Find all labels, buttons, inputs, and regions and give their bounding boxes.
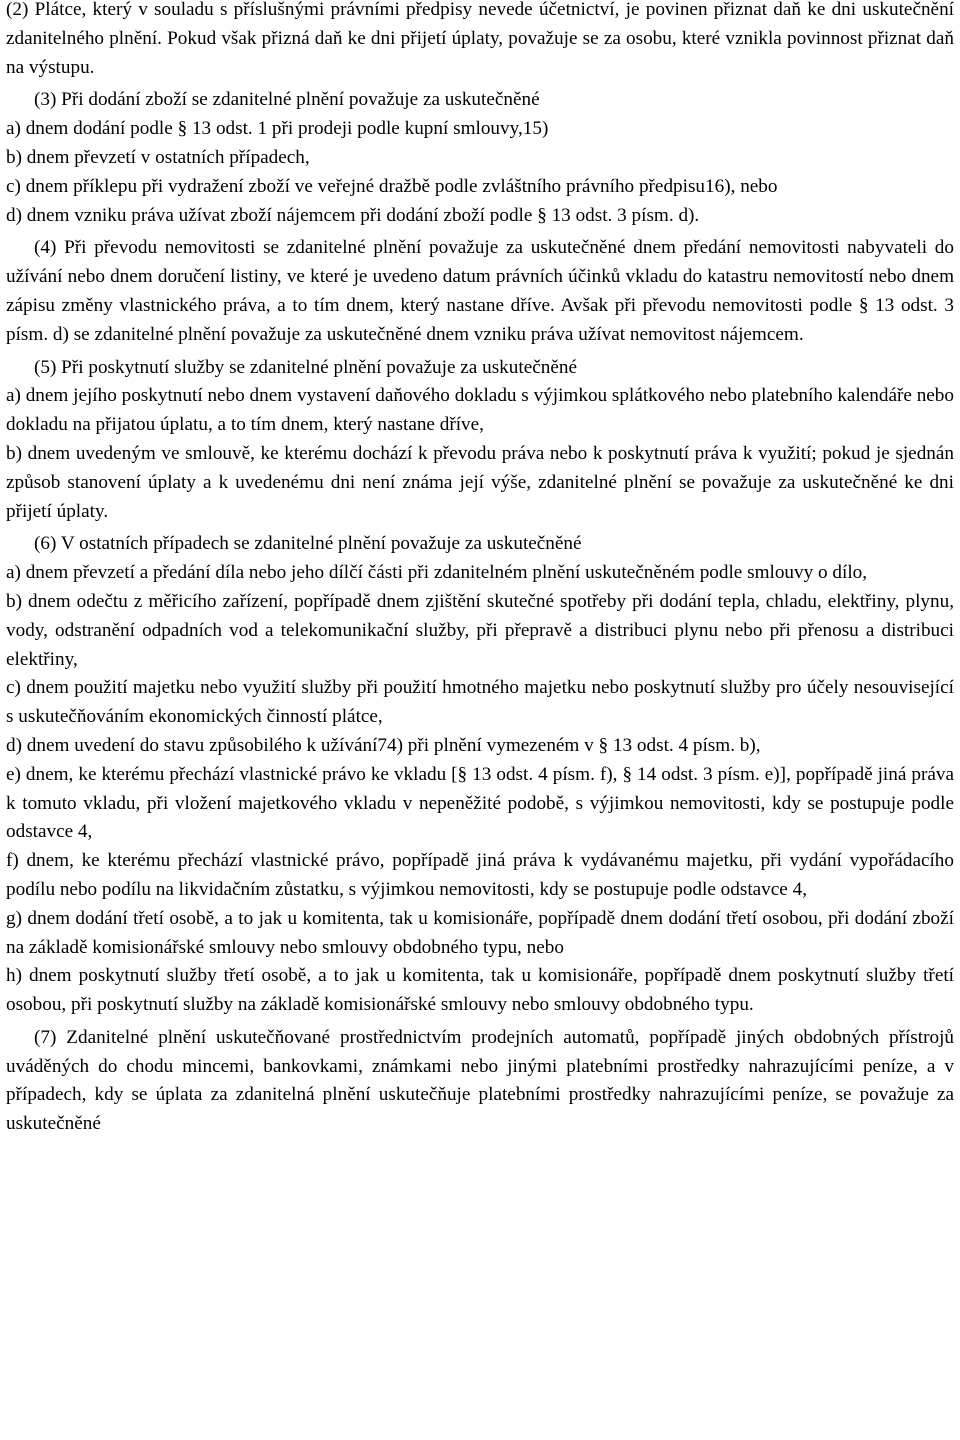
list-item-paragraph: a) dnem dodání podle § 13 odst. 1 při prodeji podle kupní smlouvy,15) (6, 118, 549, 140)
list-item-paragraph: c) dnem použití majetku nebo využití služby při použití hmotného majetku nebo poskytnutí služby pro účely nesouvisející s uskutečňováním ekonomických činností plátce, (6, 677, 954, 728)
section-paragraph: (5) Při poskytnutí služby se zdanitelné plnění považuje za uskutečněné (34, 356, 577, 378)
list-item-paragraph: (2) Plátce, který v souladu s příslušnými právními předpisy nevede účetnictví, je povinen přiznat daň ke dni uskutečnění zdanitelného plnění. Pokud však přizná daň ke dni přijetí úplaty, považuje se za osobu, které vznikla povinnost přiznat daň na výstupu. (6, 0, 954, 78)
list-item-paragraph: b) dnem odečtu z měřicího zařízení, popřípadě dnem zjištění skutečné spotřeby při dodání tepla, chladu, elektřiny, plynu, vody, odstranění odpadních vod a telekomunikační služby, při přepravě a distribuci plynu nebo při přenosu a distribuci elektřiny, (6, 590, 954, 670)
list-item-paragraph: b) dnem převzetí v ostatních případech, (6, 146, 310, 168)
section-paragraph: (7) Zdanitelné plnění uskutečňované prostřednictvím prodejních automatů, popřípadě jiných obdobných přístrojů uváděných do chodu mincemi, bankovkami, známkami nebo jinými platebními prostředky nahrazujícími peníze, a v případech, kdy se úplata za zdanitelná plnění uskutečňuje platebními prostředky nahrazujícími peníze, se považuje za uskutečněné (6, 1026, 954, 1135)
list-item-paragraph: h) dnem poskytnutí služby třetí osobě, a to jak u komitenta, tak u komisionáře, popřípadě dnem poskytnutí služby třetí osobou, při poskytnutí služby na základě komisionářské smlouvy nebo smlouvy obdobného typu. (6, 965, 954, 1016)
document-body (6, 0, 954, 1139)
list-item-paragraph: d) dnem uvedení do stavu způsobilého k užívání74) při plnění vymezeném v § 13 odst. 4 písm. b), (6, 734, 761, 756)
section-paragraph: (3) Při dodání zboží se zdanitelné plnění považuje za uskutečněné (34, 89, 540, 111)
list-item-paragraph: b) dnem uvedeným ve smlouvě, ke kterému dochází k převodu práva nebo k poskytnutí práva k využití; pokud je sjednán způsob stanovení úplaty a k uvedenému dni není známa její výše, zdanitelné plnění se považuje za uskutečněné ke dni přijetí úplaty. (6, 442, 954, 522)
list-item-paragraph: c) dnem příklepu při vydražení zboží ve veřejné dražbě podle zvláštního právního předpisu16), nebo (6, 175, 778, 197)
section-paragraph: (6) V ostatních případech se zdanitelné plnění považuje za uskutečněné (34, 533, 582, 555)
list-item-paragraph: a) dnem převzetí a předání díla nebo jeho dílčí části při zdanitelném plnění uskutečněném podle smlouvy o dílo, (6, 562, 868, 584)
section-paragraph: (4) Při převodu nemovitosti se zdanitelné plnění považuje za uskutečněné dnem předání nemovitosti nabyvateli do užívání nebo dnem doručení listiny, ve které je uvedeno datum právních účinků vkladu do katastru nemovitostí nebo dnem zápisu změny vlastnického práva, a to tím dnem, který nastane dříve. Avšak při převodu nemovitosti podle § 13 odst. 3 písm. d) se zdanitelné plnění považuje za uskutečněné dnem vzniku práva užívat nemovitost nájemcem. (6, 237, 954, 345)
list-item-paragraph: f) dnem, ke kterému přechází vlastnické právo, popřípadě jiná práva k vydávanému majetku, při vydání vypořádacího podílu nebo podílu na likvidačním zůstatku, s výjimkou nemovitosti, kdy se postupuje podle odstavce 4, (6, 850, 954, 900)
list-item-paragraph: g) dnem dodání třetí osobě, a to jak u komitenta, tak u komisionáře, popřípadě dnem dodání třetí osobou, při dodání zboží na základě komisionářské smlouvy nebo smlouvy obdobného typu, nebo (6, 907, 954, 958)
list-item-paragraph: e) dnem, ke kterému přechází vlastnické právo ke vkladu [§ 13 odst. 4 písm. f), § 14 odst. 3 písm. e)], popřípadě jiná práva k tomuto vkladu, při vložení majetkového vkladu v nepeněžité podobě, s výjimkou nemovitosti, kdy se postupuje podle odstavce 4, (6, 763, 954, 843)
list-item-paragraph: d) dnem vzniku práva užívat zboží nájemcem při dodání zboží podle § 13 odst. 3 písm. d). (6, 204, 700, 226)
list-item-paragraph: a) dnem jejího poskytnutí nebo dnem vystavení daňového dokladu s výjimkou splátkového nebo platebního kalendáře nebo dokladu na přijatou úplatu, a to tím dnem, který nastane dříve, (6, 385, 954, 436)
